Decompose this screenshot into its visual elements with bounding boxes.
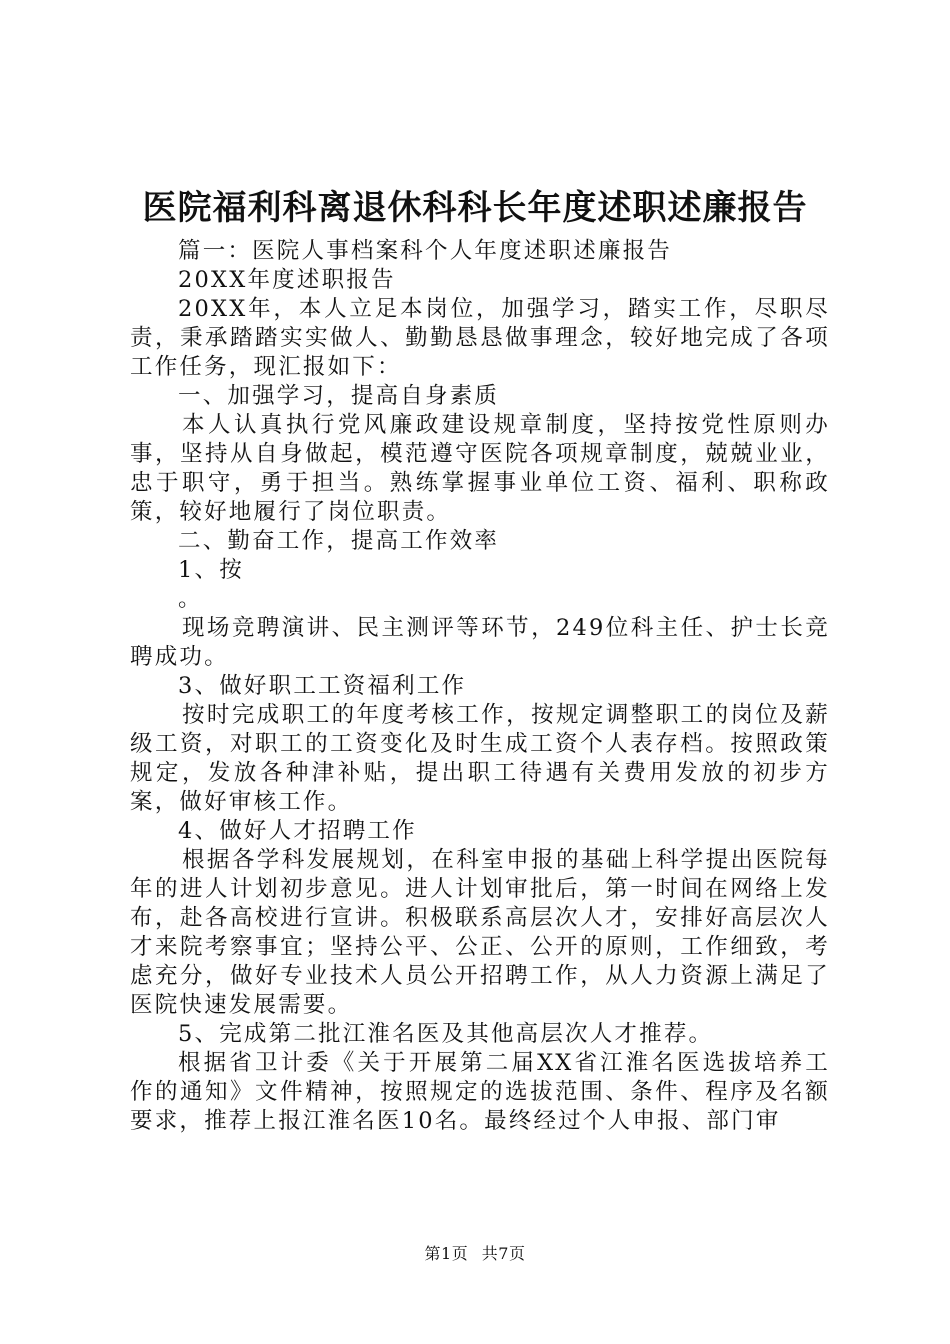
page-total: 共7页 xyxy=(481,1244,526,1263)
paragraph: 。 xyxy=(178,586,203,612)
document-body xyxy=(130,237,830,1136)
paragraph: 篇一：医院人事档案科个人年度述职述廉报告 xyxy=(178,238,673,264)
paragraph: 二、勤奋工作，提高工作效率 xyxy=(178,528,500,554)
paragraph: 本人认真执行党风廉政建设规章制度，坚持按党性原则办事，坚持从自身做起，模范遵守医院各项规章制度，兢兢业业，忠于职守，勇于担当。熟练掌握事业单位工资、福利、职称政策，较好地履行了岗位职责。 xyxy=(130,412,830,525)
paragraph: 5、完成第二批江淮名医及其他高层次人才推荐。 xyxy=(178,1021,714,1047)
page-footer xyxy=(0,1243,950,1265)
paragraph: 1、按 xyxy=(178,557,244,583)
paragraph: 根据各学科发展规划，在科室申报的基础上科学提出医院每年的进人计划初步意见。进人计划审批后，第一时间在网络上发布，赴各高校进行宣讲。积极联系高层次人才，安排好高层次人才来院考察事宜；坚持公平、公正、公开的原则，工作细致，考虑充分，做好专业技术人员公开招聘工作，从人力资源上满足了医院快速发展需要。 xyxy=(130,847,830,1018)
paragraph: 3、做好职工工资福利工作 xyxy=(178,673,467,699)
paragraph: 20XX年，本人立足本岗位，加强学习，踏实工作，尽职尽责，秉承踏踏实实做人、勤勤恳恳做事理念，较好地完成了各项工作任务，现汇报如下： xyxy=(130,296,830,380)
paragraph: 根据省卫计委《关于开展第二届XX省江淮名医选拔培养工作的通知》文件精神，按照规定的选拔范围、条件、程序及名额要求，推荐上报江淮名医10名。最终经过个人申报、部门审 xyxy=(130,1050,830,1134)
paragraph: 4、做好人才招聘工作 xyxy=(178,818,417,844)
page-number: 第1页 xyxy=(424,1244,469,1263)
document-title: 医院福利科离退休科科长年度述职述廉报告 xyxy=(142,188,808,228)
paragraph: 现场竞聘演讲、民主测评等环节，249位科主任、护士长竞聘成功。 xyxy=(130,615,830,670)
paragraph: 20XX年度述职报告 xyxy=(178,267,396,293)
paragraph: 按时完成职工的年度考核工作，按规定调整职工的岗位及薪级工资，对职工的工资变化及时生成工资个人表存档。按照政策规定，发放各种津补贴，提出职工待遇有关费用发放的初步方案，做好审核工作。 xyxy=(130,702,830,815)
paragraph: 一、加强学习，提高自身素质 xyxy=(178,383,500,409)
